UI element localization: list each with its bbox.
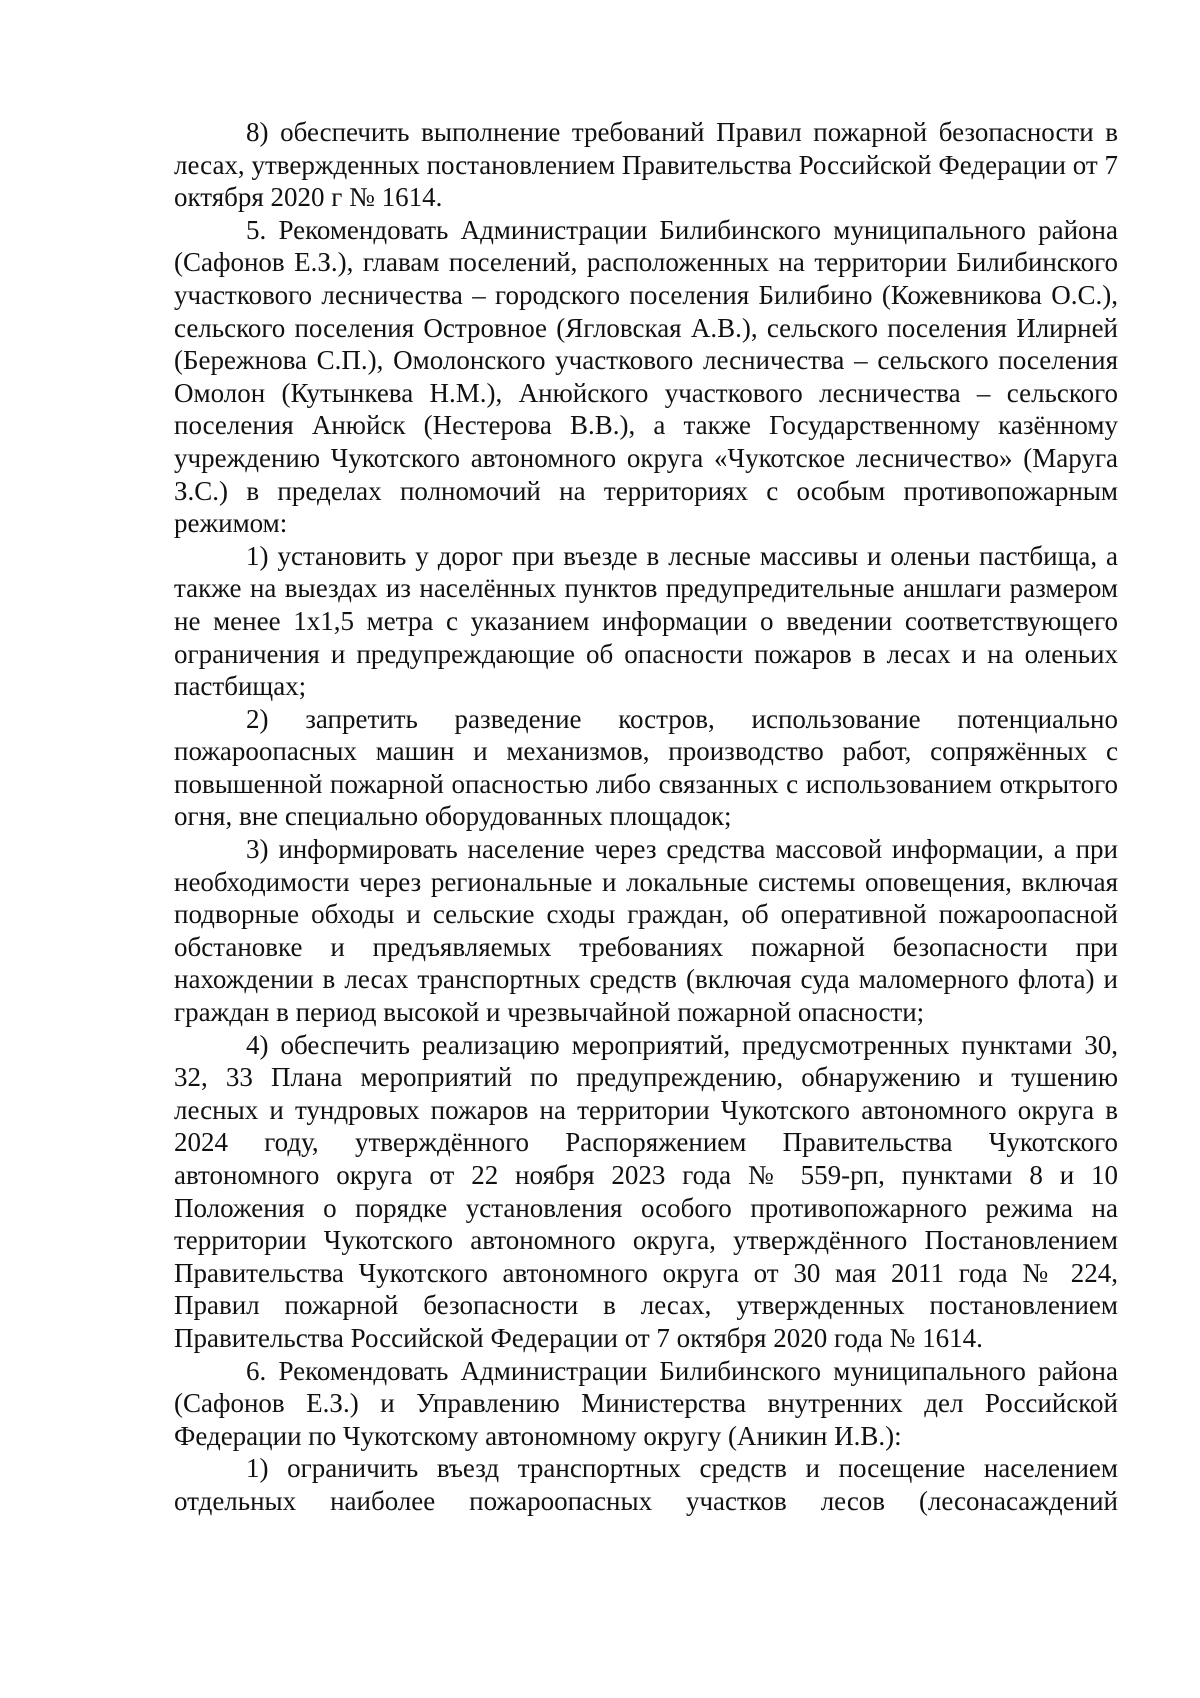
paragraph-item-4-measures: 4) обеспечить реализацию мероприятий, предусмотренных пунктами 30, 32, 33 Плана мероприятий по предупреждению, обнаружению и тушению лесных и тундровых пожаров на территории Чукотского автономного округа в 2024 году, утверждённого Распоряжением Правительства Чукотского автономного округа от 22 ноября 2023 года № 559-рп, пунктами 8 и 10 Положения о порядке установления особого противопожарного режима на территории Чукотского автономного округа, утверждённого Постановлением Правительства Чукотского автономного округа от 30 мая 2011 года № 224, Правил пожарной безопасности в лесах, утвержденных постановлением Правительства Российской Федерации от 7 октября 2020 года № 1614. — [174, 1029, 1118, 1353]
document-page — [174, 116, 1118, 1518]
paragraph-item-2-prohibit: 2) запретить разведение костров, использование потенциально пожароопасных машин и механизмов, производство работ, сопряжённых с повышенной пожарной опасностью либо связанных с использованием открытого огня, вне специально оборудованных площадок; — [174, 703, 1118, 832]
paragraph-item-8: 8) обеспечить выполнение требований Правил пожарной безопасности в лесах, утвержденных постановлением Правительства Российской Федерации от 7 октября 2020 г № 1614. — [174, 117, 1118, 213]
paragraph-section-5: 5. Рекомендовать Администрации Билибинского муниципального района (Сафонов Е.З.), главам поселений, расположенных на территории Билибинского участкового лесничества – городского поселения Билибино (Кожевникова О.С.), сельского поселения Островное (Ягловская А.В.), сельского поселения Илирней (Бережнова С.П.), Омолонского участкового лесничества – сельского поселения Омолон (Кутынкева Н.М.), Анюйского участкового лесничества – сельского поселения Анюйск (Нестерова В.В.), а также Государственному казённому учреждению Чукотского автономного округа «Чукотское лесничество» (Маруга З.С.) в пределах полномочий на территориях с особым противопожарным режимом: — [174, 214, 1118, 539]
paragraph-item-1-restrict: 1) ограничить въезд транспортных средств и посещение населением отдельных наиболее пожароопасных участков лесов (лесонасаждений — [174, 1453, 1118, 1516]
paragraph-item-3-inform: 3) информировать население через средства массовой информации, а при необходимости через региональные и локальные системы оповещения, включая подворные обходы и сельские сходы граждан, об оперативной пожароопасной обстановке и предъявляемых требованиях пожарной безопасности при нахождении в лесах транспортных средств (включая суда маломерного флота) и граждан в период высокой и чрезвычайной пожарной опасности; — [174, 834, 1118, 1028]
paragraph-item-1-signs: 1) установить у дорог при въезде в лесные массивы и оленьи пастбища, а также на выездах из населённых пунктов предупредительные аншлаги размером не менее 1х1,5 метра с указанием информации о введении соответствующего ограничения и предупреждающие об опасности пожаров в лесах и на оленьих пастбищах; — [174, 540, 1118, 702]
paragraph-section-6: 6. Рекомендовать Администрации Билибинского муниципального района (Сафонов Е.З.) и Управлению Министерства внутренних дел Российской Федерации по Чукотскому автономному округу (Аникин И.В.): — [174, 1355, 1118, 1451]
